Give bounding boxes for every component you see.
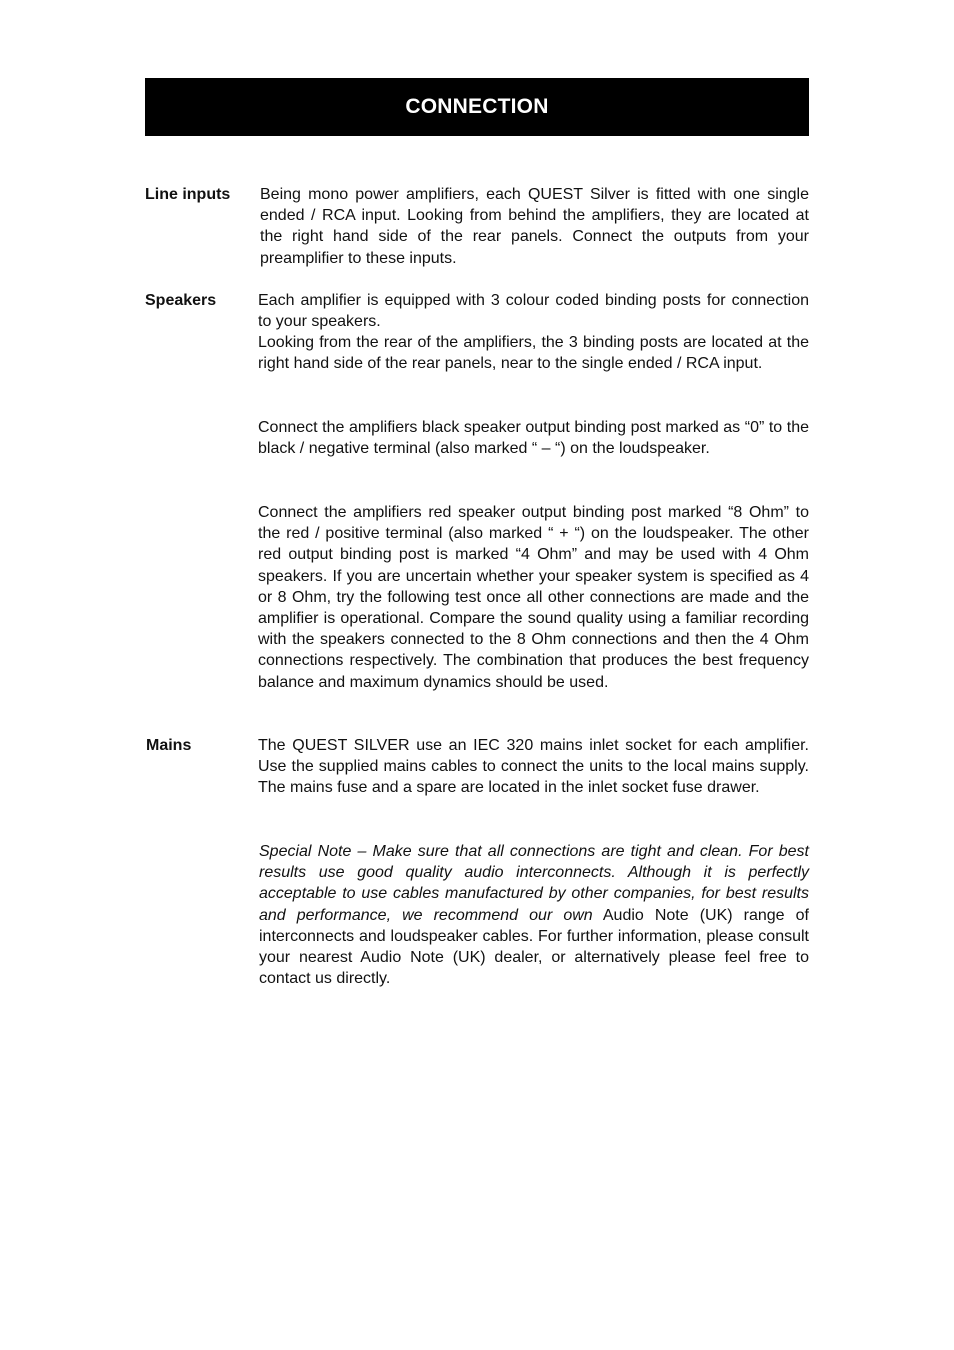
speakers-paragraph-4: Connect the amplifiers red speaker output binding post marked “8 Ohm” to the red / positive terminal (also marked “ + “) on the loudspeaker. The other red output binding post is marked “4 Ohm” and may be used with 4 Ohm speakers. If you are uncertain whether your speaker system is specified as 4 or 8 Ohm, try the following test once all other connections are made and the amplifier is operational. Compare the sound quality using a familiar recording with the speakers connected to the 8 Ohm connections and then the 4 Ohm connections respectively. The combination that produces the best frequency balance and maximum dynamics should be used. [258, 504, 809, 691]
special-note-italic: Special Note – Make sure that all connections are tight and clean. For best results use good quality audio interconnects. Although it is perfectly acceptable to use cables manufactured by other companies, for best results and performance, we recommend our own [259, 843, 809, 924]
special-note-regular: Audio Note (UK) range of interconnects and loudspeaker cables. For further information, please consult your nearest Audio Note (UK) dealer, or alternatively please feel free to contact us directly. [259, 906, 809, 988]
mains-label: Mains [146, 737, 192, 754]
line-inputs-label: Line inputs [145, 186, 231, 203]
page-title: CONNECTION [405, 95, 549, 118]
speakers-paragraph-2: Looking from the rear of the amplifiers, the 3 binding posts are located at the right hand side of the rear panels, near to the single ended / RCA input. [258, 334, 809, 373]
speakers-paragraph-1: Each amplifier is equipped with 3 colour coded binding posts for connection to your speakers. [258, 292, 809, 331]
special-note [259, 841, 809, 989]
section-title-bar [145, 78, 809, 136]
speakers-paragraph-3: Connect the amplifiers black speaker output binding post marked as “0” to the black / negative terminal (also marked “ – “) on the loudspeaker. [258, 419, 809, 458]
speakers-label: Speakers [145, 292, 217, 309]
mains-paragraph: The QUEST SILVER use an IEC 320 mains inlet socket for each amplifier. Use the supplied mains cables to connect the units to the local mains supply. The mains fuse and a spare are located in the inlet socket fuse drawer. [258, 737, 809, 797]
line-inputs-paragraph: Being mono power amplifiers, each QUEST Silver is fitted with one single ended / RCA input. Looking from behind the amplifiers, they are located at the right hand side of the rear panels. Connect the outputs from your preamplifier to these inputs. [260, 186, 809, 267]
